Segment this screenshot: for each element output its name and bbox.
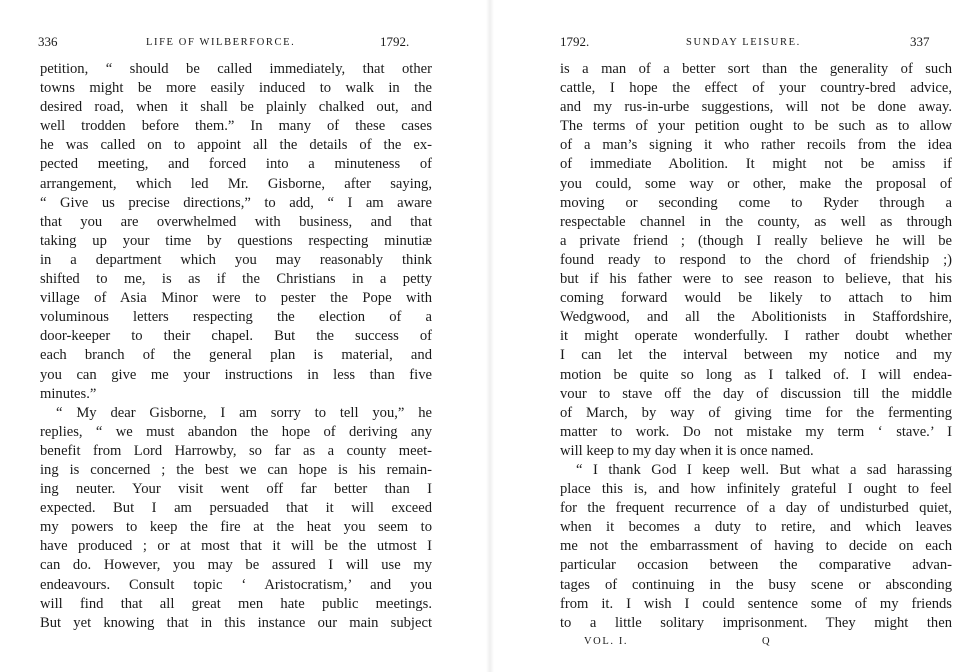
text-line: “ I thank God I keep well. But what a sad harassing [576, 461, 952, 478]
text-line: a private friend ; (though I really believe he will be [560, 232, 952, 249]
text-line: door-keeper to their chapel. But the success of [40, 328, 432, 345]
text-line: particular occasion between the comparative advan- [560, 557, 952, 574]
right-page-text [560, 60, 952, 633]
text-line: of immediate Abolition. It might not be amiss if [560, 156, 952, 173]
text-line: desired road, when it shall be plainly chalked out, and [40, 99, 432, 116]
left-running-title: LIFE OF WILBERFORCE. [146, 37, 296, 48]
text-line: of a man’s signing it who rather recoils from the idea [560, 137, 952, 154]
right-year: 1792. [560, 34, 590, 49]
text-line: each branch of the general plan is material, and [40, 347, 432, 364]
text-line: for the frequent recurrence of a day of undisturbed quiet, [560, 500, 952, 517]
text-line: village of Asia Minor were to pester the Pope with [40, 290, 432, 307]
text-line: is a man of a better sort than the generality of such [560, 61, 952, 77]
text-line: have produced ; or at most that it will be the utmost I [40, 538, 432, 555]
text-line: taking up your time by questions respecting minutiæ [40, 232, 432, 249]
text-line: Wedgwood, and all the Abolitionists in Staffordshire, [560, 309, 952, 326]
text-line: matter to work. Do not mistake my term ‘ stave.’ I [560, 423, 952, 440]
text-line: moving or seconding come to Ryder through a [560, 194, 952, 211]
text-line: to a little solitary imprisonment. They might then [560, 614, 952, 631]
text-line: of March, by way of giving time for the fermenting [560, 404, 952, 421]
text-line: replies, “ we must abandon the hope of deriving any [40, 423, 432, 440]
text-line: but if his father were to see reason to believe, that his [560, 271, 952, 288]
text-line: and my rus-in-urbe suggestions, will not be done away. [560, 99, 952, 116]
footer-volume: VOL. I. [584, 636, 629, 647]
text-line: me not the embarrassment of having to decide on each [560, 538, 952, 555]
text-line: But yet knowing that in this instance our main subject [40, 614, 432, 631]
text-line: I can let the interval between my notice and my [560, 347, 952, 364]
text-line: voluminous letters respecting the election of a [40, 309, 432, 326]
text-line: ing neuter. Your visit went off far better than I [40, 481, 432, 498]
text-line: respectable channel in the county, as well as through [560, 213, 952, 230]
text-line: minutes.” [40, 385, 97, 402]
text-line: well trodden before them.” In many of these cases [40, 118, 432, 135]
text-line: you could, some way or other, make the proposal of [560, 175, 952, 192]
text-line: shifted to me, is as if the Christians in a petty [40, 271, 432, 288]
text-line: will keep to my day when it is once named. [560, 442, 814, 459]
text-line: coming forward would be likely to attach to him [560, 290, 952, 307]
text-line: cattle, I hope the effect of your country-bred advice, [560, 80, 952, 97]
text-line: ing is concerned ; the best we can hope is his remain- [40, 461, 432, 478]
left-page-number: 336 [38, 34, 58, 49]
text-line: petition, “ should be called immediately, that other [40, 61, 432, 77]
text-line: pected meeting, and forced into a minuteness of [40, 156, 432, 173]
text-line: motion be quite so long as I talked of. I will endea- [560, 366, 952, 383]
text-line: from it. I wish I could sentence some of my friends [560, 595, 952, 612]
text-line: The terms of your petition ought to be such as to allow [560, 118, 952, 135]
text-line: benefit from Lord Harrowby, so far as a county meet- [40, 442, 432, 459]
text-line: endeavours. Consult topic ‘ Aristocratism,’ and you [40, 576, 432, 593]
text-line: my powers to keep the fire at the heat you seem to [40, 519, 432, 536]
left-year: 1792. [380, 34, 410, 49]
right-running-title: SUNDAY LEISURE. [686, 37, 801, 48]
text-line: tages of continuing in the busy scene or absconding [560, 576, 952, 593]
text-line: in a department which you may reasonably think [40, 251, 432, 268]
left-page-text [40, 60, 432, 633]
text-line: place this is, and how infinitely grateful I ought to feel [560, 481, 952, 498]
text-line: you can give me your instructions in less than five [40, 366, 432, 383]
right-page-number: 337 [910, 34, 930, 49]
text-line: will find that all great men hate public meetings. [40, 595, 432, 612]
text-line: arrangement, which led Mr. Gisborne, after saying, [40, 175, 432, 192]
text-line: he was called on to appoint all the details of the ex- [40, 137, 432, 154]
text-line: it might operate wonderfully. I rather doubt whether [560, 328, 952, 345]
text-line: expected. But I am persuaded that it will exceed [40, 500, 432, 517]
text-line: when it becomes a duty to retire, and which leaves [560, 519, 952, 536]
text-line: found ready to respond to the chord of friendship ;) [560, 251, 952, 268]
text-line: that you are overwhelmed with business, and that [40, 213, 432, 230]
text-line: towns might be more easily induced to walk in the [40, 80, 432, 97]
text-line: “ My dear Gisborne, I am sorry to tell you,” he [56, 404, 432, 421]
text-line: vour to stave off the day of discussion till the middle [560, 385, 952, 402]
right-page [490, 0, 980, 672]
footer-signature: Q [762, 636, 772, 647]
text-line: “ Give us precise directions,” to add, “ I am aware [40, 194, 432, 211]
text-line: can do. However, you may be assured I will use my [40, 557, 432, 574]
